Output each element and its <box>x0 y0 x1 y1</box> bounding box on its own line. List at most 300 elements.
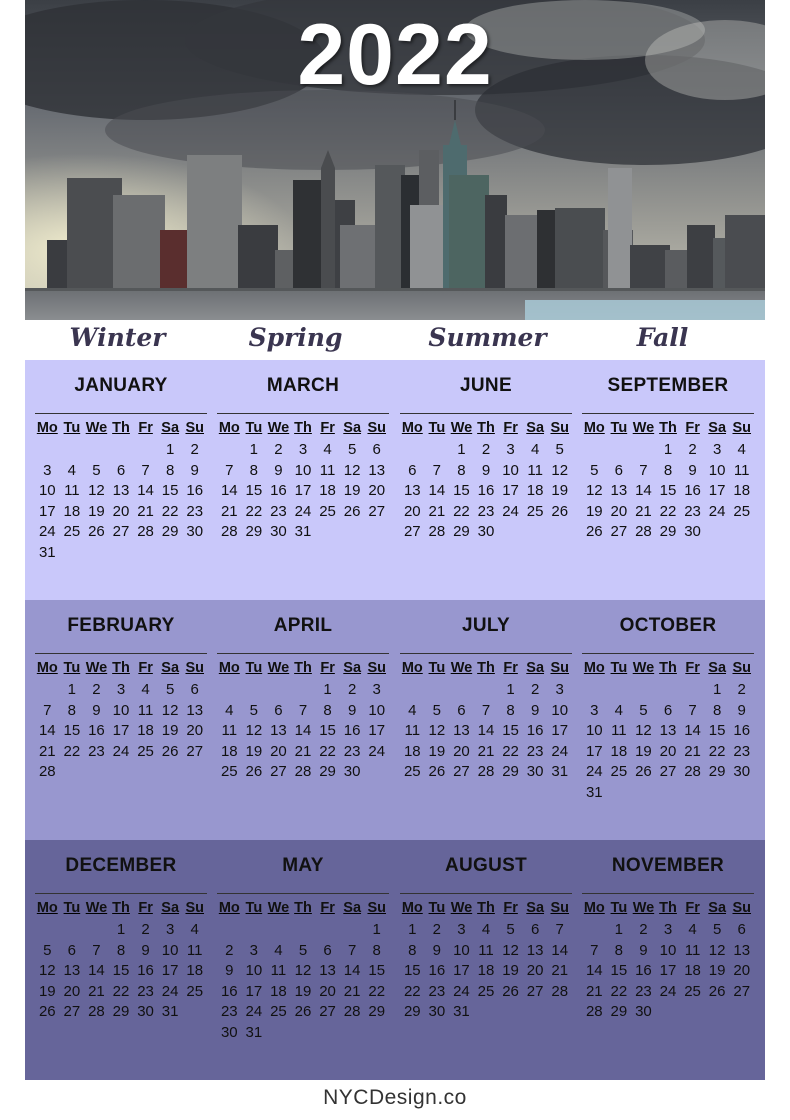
weekday-label: Th <box>477 420 495 436</box>
day-number: 16 <box>137 962 154 979</box>
day-number: 24 <box>245 1003 263 1020</box>
day-number: 18 <box>403 742 421 760</box>
day-number: 11 <box>478 941 494 959</box>
season-spring: Spring <box>248 323 343 352</box>
day-number: 21 <box>38 742 56 760</box>
day-number: 28 <box>38 763 56 780</box>
calendar-row-1 <box>25 360 765 600</box>
day-number: 1 <box>249 441 259 458</box>
day-grid <box>217 680 389 783</box>
day-number: 25 <box>526 502 544 520</box>
empty-cell <box>291 680 316 701</box>
day-number: 26 <box>161 742 179 760</box>
day-number: 29 <box>112 1003 130 1020</box>
weekday-label: Su <box>732 420 752 436</box>
day-number: 27 <box>403 523 421 540</box>
weekday-label: We <box>267 900 290 916</box>
day-number: 28 <box>684 763 701 780</box>
day-number: 3 <box>165 921 175 938</box>
empty-cell <box>242 680 267 701</box>
day-number: 11 <box>684 941 701 959</box>
weekday-label: We <box>85 900 108 916</box>
weekday-label: Mo <box>36 420 58 436</box>
day-number: 13 <box>526 941 544 959</box>
day-number: 9 <box>530 701 540 719</box>
month-october <box>582 600 754 840</box>
day-number: 30 <box>733 763 751 780</box>
day-number: 27 <box>659 763 677 780</box>
day-number: 29 <box>403 1003 421 1020</box>
day-number: 1 <box>67 681 77 698</box>
day-number: 18 <box>526 482 544 499</box>
weekday-label: Su <box>732 660 752 676</box>
day-number: 3 <box>372 681 381 698</box>
weekday-label: Mo <box>401 660 423 676</box>
day-number: 3 <box>43 461 52 479</box>
day-number: 5 <box>555 441 564 458</box>
day-number: 5 <box>165 681 175 698</box>
day-number: 1 <box>457 441 466 458</box>
day-number: 8 <box>712 701 722 719</box>
day-number: 1 <box>663 441 673 458</box>
day-number: 17 <box>294 482 312 499</box>
day-number: 22 <box>319 742 336 760</box>
day-number: 11 <box>221 722 238 739</box>
month-name: JULY <box>461 615 511 636</box>
weekday-label: We <box>85 660 108 676</box>
day-number: 18 <box>270 982 287 1000</box>
day-number: 30 <box>526 763 544 780</box>
weekday-label: Tu <box>63 420 81 436</box>
weekday-label: Tu <box>63 660 81 676</box>
day-number: 16 <box>270 482 287 499</box>
weekday-label: Fr <box>138 660 153 676</box>
day-number: 19 <box>502 962 519 979</box>
day-number: 6 <box>274 701 283 719</box>
day-number: 4 <box>141 681 150 698</box>
day-number: 8 <box>165 461 175 479</box>
empty-cell <box>449 680 474 701</box>
day-number: 7 <box>590 941 599 959</box>
day-number: 26 <box>551 502 569 520</box>
day-number: 27 <box>453 763 470 780</box>
day-number: 12 <box>635 722 652 739</box>
weekday-label: Su <box>550 900 570 916</box>
weekday-label: Tu <box>610 900 628 916</box>
season-summer: Summer <box>428 323 547 352</box>
day-number: 16 <box>526 722 544 739</box>
weekday-header <box>400 660 572 678</box>
weekday-header <box>217 900 389 918</box>
day-number: 21 <box>343 982 361 1000</box>
day-number: 4 <box>323 441 332 458</box>
day-number: 11 <box>270 962 287 979</box>
day-number: 19 <box>343 482 361 499</box>
weekday-label: Tu <box>428 420 446 436</box>
day-number: 12 <box>343 461 361 479</box>
day-number: 8 <box>506 701 515 719</box>
day-number: 22 <box>610 982 628 1000</box>
day-number: 5 <box>92 461 101 479</box>
day-number: 17 <box>551 722 569 739</box>
footer-site: NYCDesign.co <box>323 1086 467 1109</box>
day-number: 7 <box>347 941 357 959</box>
day-number: 26 <box>428 763 446 780</box>
day-number: 30 <box>343 763 361 780</box>
day-number: 14 <box>137 482 154 499</box>
day-number: 11 <box>733 461 750 479</box>
weekday-label: Fr <box>685 660 700 676</box>
weekday-label: Th <box>294 420 312 436</box>
day-number: 25 <box>319 502 336 520</box>
weekday-label: Fr <box>685 420 700 436</box>
day-number: 19 <box>245 742 263 760</box>
day-number: 11 <box>527 461 543 479</box>
empty-cell <box>340 920 365 941</box>
day-number: 17 <box>112 722 130 739</box>
day-number: 11 <box>186 941 203 959</box>
day-number: 27 <box>270 763 287 780</box>
weekday-label: Th <box>112 900 130 916</box>
month-april <box>217 600 389 840</box>
day-number: 16 <box>343 722 361 739</box>
day-number: 24 <box>585 763 603 780</box>
day-number: 2 <box>481 441 491 458</box>
weekday-label: Sa <box>343 660 362 676</box>
weekday-label: Su <box>185 660 205 676</box>
day-number: 1 <box>116 921 126 938</box>
day-number: 26 <box>343 502 361 520</box>
empty-cell <box>60 440 85 461</box>
day-number: 6 <box>614 461 624 479</box>
day-number: 4 <box>737 441 746 458</box>
day-grid <box>582 440 754 543</box>
day-number: 26 <box>502 982 519 1000</box>
month-name: NOVEMBER <box>611 855 725 876</box>
day-number: 2 <box>225 941 234 959</box>
day-number: 10 <box>112 701 130 719</box>
weekday-header <box>582 420 754 438</box>
month-name: SEPTEMBER <box>607 375 729 396</box>
day-number: 30 <box>477 523 495 540</box>
day-number: 19 <box>428 742 446 760</box>
day-number: 3 <box>457 921 466 938</box>
day-number: 3 <box>555 681 564 698</box>
day-number: 29 <box>453 523 470 540</box>
day-number: 19 <box>551 482 569 499</box>
weekday-label: Su <box>367 420 387 436</box>
day-number: 7 <box>92 941 101 959</box>
day-number: 1 <box>506 681 515 698</box>
day-number: 16 <box>220 982 238 1000</box>
weekday-label: Su <box>185 900 205 916</box>
empty-cell <box>35 680 60 701</box>
day-number: 22 <box>453 502 470 520</box>
day-number: 8 <box>116 941 126 959</box>
day-grid <box>35 440 207 563</box>
day-number: 27 <box>733 982 751 1000</box>
day-number: 12 <box>428 722 446 739</box>
day-number: 9 <box>688 461 697 479</box>
day-number: 24 <box>551 742 569 760</box>
empty-cell <box>425 680 450 701</box>
day-number: 13 <box>270 722 287 739</box>
weekday-label: Su <box>550 660 570 676</box>
day-number: 5 <box>298 941 308 959</box>
day-number: 27 <box>63 1003 81 1020</box>
day-number: 20 <box>319 982 336 1000</box>
empty-cell <box>607 680 632 701</box>
day-number: 2 <box>190 441 199 458</box>
day-number: 15 <box>403 962 421 979</box>
day-number: 18 <box>684 962 701 979</box>
season-winter: Winter <box>69 323 166 352</box>
day-number: 23 <box>137 982 154 1000</box>
day-number: 17 <box>659 962 677 979</box>
day-number: 26 <box>38 1003 56 1020</box>
weekday-label: Mo <box>583 660 605 676</box>
day-number: 21 <box>585 982 603 1000</box>
day-number: 29 <box>708 763 726 780</box>
day-number: 14 <box>220 482 238 499</box>
day-number: 10 <box>245 962 263 979</box>
day-number: 21 <box>477 742 495 760</box>
weekday-label: Tu <box>63 900 81 916</box>
day-number: 7 <box>688 701 697 719</box>
day-number: 17 <box>585 742 603 760</box>
day-number: 19 <box>88 502 105 520</box>
day-number: 22 <box>403 982 421 1000</box>
day-number: 12 <box>502 941 519 959</box>
day-number: 2 <box>530 681 540 698</box>
day-number: 20 <box>733 962 751 979</box>
day-number: 4 <box>688 921 697 938</box>
day-number: 21 <box>88 982 105 1000</box>
empty-cell <box>631 440 656 461</box>
day-number: 2 <box>274 441 283 458</box>
day-number: 25 <box>63 523 81 540</box>
day-number: 27 <box>610 523 628 540</box>
day-number: 5 <box>712 921 722 938</box>
day-number: 24 <box>112 742 130 760</box>
day-number: 14 <box>477 722 495 739</box>
weekday-label: We <box>632 660 655 676</box>
day-number: 6 <box>457 701 466 719</box>
day-number: 14 <box>88 962 105 979</box>
weekday-label: We <box>450 420 473 436</box>
weekday-label: Mo <box>36 900 58 916</box>
month-name: APRIL <box>273 615 333 636</box>
empty-cell <box>582 920 607 941</box>
day-number: 15 <box>319 722 336 739</box>
day-number: 21 <box>684 742 701 760</box>
day-number: 13 <box>112 482 130 499</box>
day-number: 31 <box>38 543 56 561</box>
day-number: 26 <box>585 523 603 540</box>
month-divider <box>217 893 389 894</box>
day-number: 24 <box>453 982 470 1000</box>
day-number: 22 <box>659 502 677 520</box>
day-number: 12 <box>38 962 56 979</box>
month-divider <box>400 893 572 894</box>
day-number: 15 <box>161 482 179 499</box>
day-grid <box>400 920 572 1023</box>
month-name: MARCH <box>266 375 340 396</box>
day-number: 19 <box>38 982 56 1000</box>
weekday-label: Sa <box>708 660 727 676</box>
day-number: 13 <box>733 941 751 959</box>
month-november <box>582 840 754 1080</box>
day-number: 3 <box>590 701 599 719</box>
day-number: 14 <box>38 722 56 739</box>
weekday-label: Tu <box>428 900 446 916</box>
day-number: 26 <box>708 982 726 1000</box>
day-number: 28 <box>88 1003 105 1020</box>
weekday-label: Sa <box>708 420 727 436</box>
day-number: 6 <box>116 461 126 479</box>
day-number: 28 <box>477 763 495 780</box>
day-number: 26 <box>294 1003 312 1020</box>
day-grid <box>400 680 572 783</box>
day-number: 12 <box>551 461 569 479</box>
day-number: 6 <box>190 681 199 698</box>
day-number: 8 <box>408 941 417 959</box>
day-number: 24 <box>161 982 179 1000</box>
day-number: 23 <box>428 982 446 1000</box>
day-number: 22 <box>245 502 263 520</box>
weekday-label: Su <box>550 420 570 436</box>
day-number: 4 <box>225 701 234 719</box>
day-number: 8 <box>614 941 624 959</box>
weekday-label: Fr <box>685 900 700 916</box>
month-divider <box>35 893 207 894</box>
day-number: 28 <box>428 523 446 540</box>
day-number: 20 <box>403 502 421 520</box>
day-number: 29 <box>368 1003 386 1020</box>
weekday-header <box>217 420 389 438</box>
day-number: 21 <box>551 962 569 979</box>
empty-cell <box>425 440 450 461</box>
empty-cell <box>133 440 158 461</box>
weekday-header <box>400 420 572 438</box>
day-number: 20 <box>270 742 287 760</box>
day-number: 26 <box>635 763 652 780</box>
day-number: 8 <box>249 461 259 479</box>
day-number: 22 <box>112 982 130 1000</box>
day-number: 16 <box>428 962 446 979</box>
day-number: 4 <box>530 441 540 458</box>
day-number: 12 <box>161 701 179 719</box>
month-june <box>400 360 572 600</box>
day-number: 7 <box>432 461 442 479</box>
day-number: 28 <box>585 1003 603 1020</box>
day-number: 20 <box>610 502 628 520</box>
day-number: 7 <box>555 921 564 938</box>
weekday-label: Sa <box>161 420 180 436</box>
day-number: 3 <box>298 441 308 458</box>
day-number: 19 <box>708 962 726 979</box>
day-grid <box>400 440 572 543</box>
day-number: 29 <box>659 523 677 540</box>
day-number: 31 <box>585 783 603 801</box>
day-number: 22 <box>161 502 179 520</box>
empty-cell <box>291 920 316 941</box>
weekday-label: Th <box>112 660 130 676</box>
day-number: 21 <box>294 742 312 760</box>
day-number: 2 <box>92 681 101 698</box>
day-number: 27 <box>368 502 386 520</box>
day-number: 23 <box>684 502 701 520</box>
day-number: 6 <box>372 441 381 458</box>
calendar-row-3 <box>25 840 765 1080</box>
day-number: 14 <box>343 962 361 979</box>
day-number: 10 <box>659 941 677 959</box>
day-number: 7 <box>298 701 308 719</box>
empty-cell <box>656 680 681 701</box>
day-number: 25 <box>403 763 421 780</box>
day-number: 3 <box>506 441 515 458</box>
day-number: 18 <box>733 482 751 499</box>
day-number: 18 <box>186 962 204 979</box>
weekday-label: We <box>450 660 473 676</box>
weekday-label: Fr <box>503 420 518 436</box>
weekday-label: Th <box>477 660 495 676</box>
empty-cell <box>217 440 242 461</box>
day-number: 11 <box>64 482 80 499</box>
day-number: 8 <box>663 461 673 479</box>
day-number: 28 <box>635 523 652 540</box>
empty-cell <box>266 680 291 701</box>
empty-cell <box>60 920 85 941</box>
day-number: 20 <box>186 722 204 739</box>
day-number: 11 <box>404 722 421 739</box>
weekday-label: Mo <box>401 420 423 436</box>
weekday-header <box>35 900 207 918</box>
day-number: 1 <box>614 921 624 938</box>
empty-cell <box>582 440 607 461</box>
day-number: 9 <box>92 701 101 719</box>
day-grid <box>217 440 389 543</box>
day-number: 24 <box>659 982 677 1000</box>
day-number: 11 <box>611 722 627 739</box>
day-number: 4 <box>190 921 199 938</box>
day-number: 4 <box>481 921 491 938</box>
day-number: 5 <box>432 701 442 719</box>
day-number: 22 <box>708 742 726 760</box>
day-number: 26 <box>245 763 263 780</box>
day-number: 1 <box>712 681 722 698</box>
calendar-row-2 <box>25 600 765 840</box>
day-number: 27 <box>186 742 204 760</box>
day-number: 13 <box>403 482 421 499</box>
day-number: 23 <box>88 742 105 760</box>
day-number: 28 <box>137 523 154 540</box>
day-number: 13 <box>610 482 628 499</box>
weekday-label: Fr <box>503 900 518 916</box>
day-number: 25 <box>610 763 628 780</box>
day-number: 3 <box>249 941 259 959</box>
day-number: 19 <box>294 982 312 1000</box>
day-number: 1 <box>372 921 381 938</box>
empty-cell <box>84 440 109 461</box>
weekday-label: Fr <box>138 900 153 916</box>
month-name: JUNE <box>460 375 512 396</box>
day-number: 24 <box>294 502 312 520</box>
day-number: 25 <box>137 742 154 760</box>
day-number: 7 <box>481 701 491 719</box>
month-february <box>35 600 207 840</box>
day-number: 30 <box>684 523 701 540</box>
